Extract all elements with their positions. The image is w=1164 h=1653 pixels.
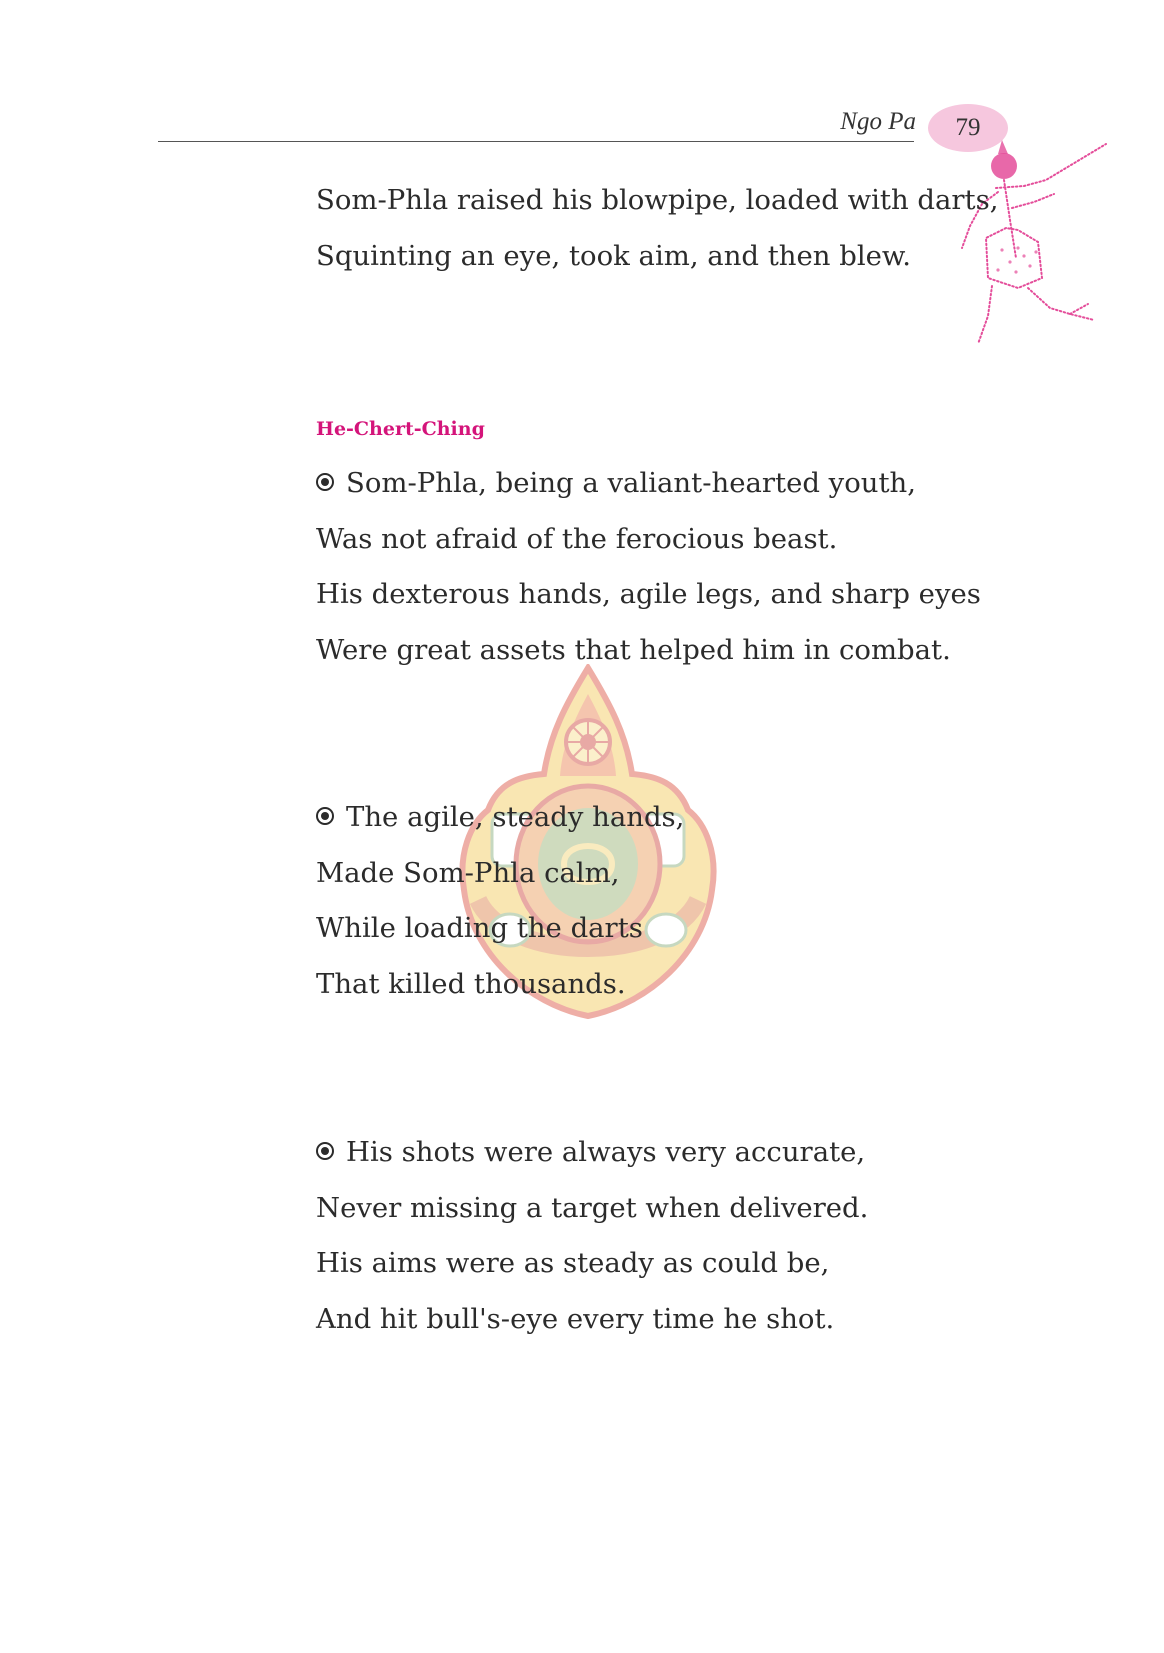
verse-line: Squinting an eye, took aim, and then blew.	[316, 239, 911, 272]
verse-line: Made Som-Phla calm,	[316, 856, 620, 889]
verse-line	[316, 456, 981, 512]
verse-line	[316, 790, 684, 846]
section-heading: He-Chert-Ching	[316, 418, 485, 440]
running-head: Ngo Pa	[840, 108, 916, 135]
verse-line: Never missing a target when delivered.	[316, 1191, 869, 1224]
stanza-bullet-icon	[316, 1142, 334, 1160]
verse-line: His aims were as steady as could be,	[316, 1247, 830, 1279]
stanza-bullet-icon	[316, 473, 334, 491]
stanza-1	[316, 456, 981, 678]
verse-line: His dexterous hands, agile legs, and sharp eyes	[316, 578, 981, 610]
verse-line: While loading the darts	[316, 912, 643, 944]
verse-line-text: The agile, steady hands,	[346, 801, 685, 833]
stanza-3	[316, 1125, 868, 1347]
verse-line: Was not afraid of the ferocious beast.	[316, 522, 838, 555]
stanza-bullet-icon	[316, 807, 334, 825]
header-rule	[158, 141, 914, 142]
verse-line: That killed thousands.	[316, 967, 626, 1000]
verse-line-text: His shots were always very accurate,	[346, 1136, 866, 1168]
verse-line: Som-Phla raised his blowpipe, loaded with darts,	[316, 184, 999, 216]
page-number-badge: 79	[928, 104, 1008, 152]
verse-line-text: Som-Phla, being a valiant-hearted youth,	[346, 467, 916, 499]
verse-line: Were great assets that helped him in combat.	[316, 633, 951, 666]
stanza-2	[316, 790, 684, 1012]
verse-line: And hit bull's-eye every time he shot.	[316, 1302, 835, 1335]
verse-line	[316, 1125, 868, 1181]
intro-stanza	[316, 173, 998, 284]
